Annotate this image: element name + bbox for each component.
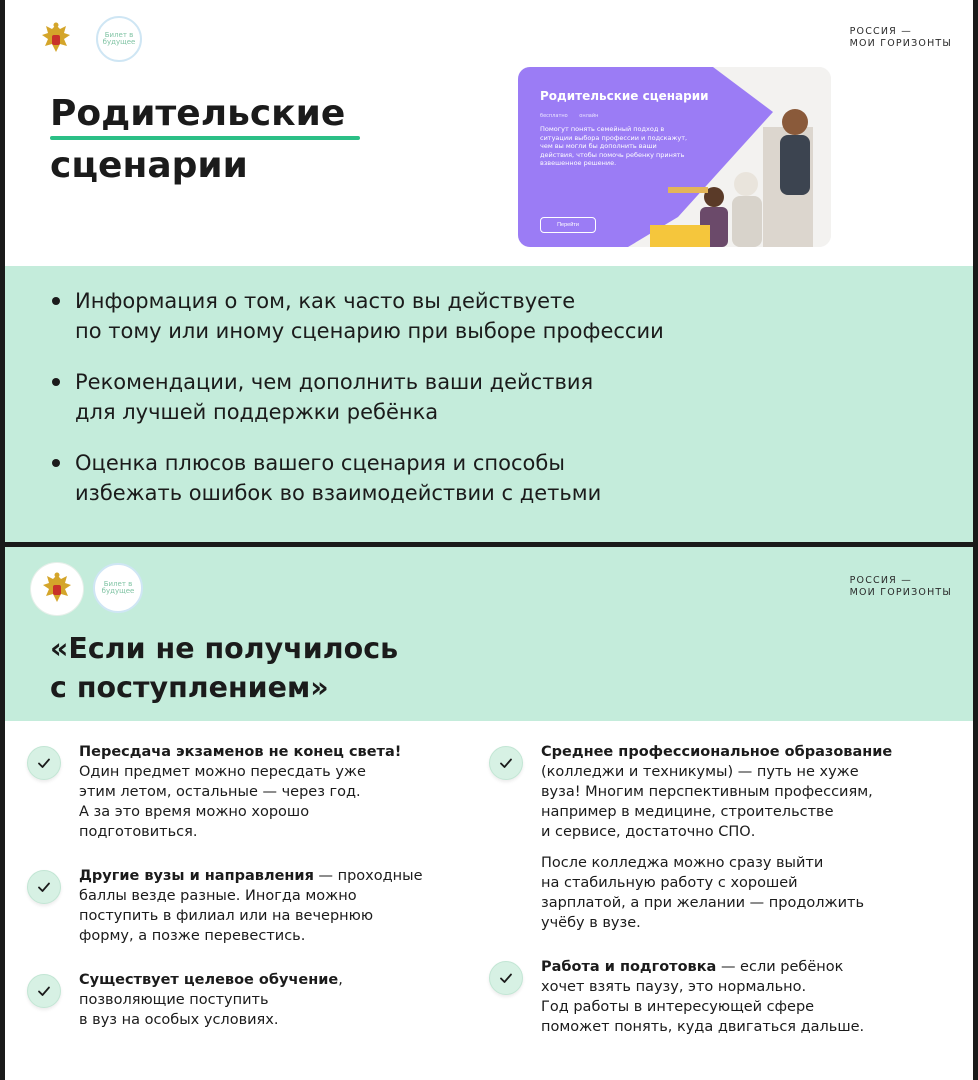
check-icon — [489, 746, 523, 780]
item-text — [79, 742, 467, 842]
item-heading: Другие вузы и направления — [79, 868, 314, 884]
ticket-to-future-logo — [93, 563, 143, 613]
slide-parent-scenarios — [5, 0, 973, 542]
item-text — [541, 853, 959, 933]
benefits-list — [50, 286, 950, 529]
bullet-dot-icon — [52, 297, 60, 305]
list-item-text: Оценка плюсов вашего сценария и способы избежать ошибок во взаимодействии с детьми — [75, 451, 602, 505]
ticket-logo-text: Билет в будущее — [102, 31, 136, 46]
tag-free: бесплатно — [540, 113, 568, 119]
item-body: — проходные баллы везде разные. Иногда можно поступить в филиал или на вечернюю форму, а позже перевестись. — [79, 868, 423, 944]
item-heading: Среднее профессиональное образование — [541, 744, 893, 760]
tag-online: онлайн — [579, 113, 599, 119]
right-column — [489, 742, 959, 1037]
list-item — [489, 742, 959, 842]
check-icon — [489, 961, 523, 995]
list-item — [50, 448, 950, 508]
item-body: — если ребёнок хочет взять паузу, это нормально. Год работы в интересующей сфере поможет понять, куда двигаться дальше. — [541, 959, 865, 1035]
check-icon — [27, 746, 61, 780]
brand-russia-horizons: РОССИЯ — МОИ ГОРИЗОНТЫ — [849, 26, 952, 49]
brand-russia-horizons: РОССИЯ — МОИ ГОРИЗОНТЫ — [849, 575, 952, 598]
list-item — [489, 853, 959, 933]
item-heading: Пересдача экзаменов не конец света! — [79, 744, 402, 760]
list-item — [27, 970, 467, 1030]
slide-if-admission-failed — [5, 547, 973, 1080]
item-text — [541, 957, 959, 1037]
item-body: После колледжа можно сразу выйти на стабильную работу с хорошей зарплатой, а при желании — продолжить учёбу в вузе. — [541, 855, 864, 931]
coat-of-arms-icon — [31, 563, 83, 615]
coat-of-arms-icon — [34, 17, 78, 61]
item-body: (колледжи и техникумы) — путь не хуже вуза! Многим перспективным профессиям, например в медицине, строительстве и сервисе, достаточно СПО. — [541, 764, 873, 840]
page-title — [50, 88, 345, 192]
promo-card-title: Родительские сценарии — [540, 89, 709, 103]
bullet-dot-icon — [52, 459, 60, 467]
section-title: «Если не получилось с поступлением» — [50, 632, 399, 704]
check-icon — [27, 870, 61, 904]
list-item — [489, 957, 959, 1037]
check-icon — [27, 974, 61, 1008]
promo-card[interactable] — [518, 67, 831, 247]
promo-card-tags — [540, 113, 608, 119]
list-item — [50, 286, 950, 346]
go-button[interactable]: Перейти — [540, 217, 596, 233]
item-body: , позволяющие поступить в вуз на особых условиях. — [79, 972, 343, 1028]
ticket-to-future-logo — [96, 16, 142, 62]
list-item-text: Информация о том, как часто вы действуете по тому или иному сценарию при выборе профессии — [75, 289, 664, 343]
item-text — [79, 970, 467, 1030]
item-heading: Существует целевое обучение — [79, 972, 339, 988]
list-item — [27, 742, 467, 842]
item-heading: Работа и подготовка — [541, 959, 717, 975]
ticket-logo-text: Билет в будущее — [101, 580, 135, 595]
page-title-text: Родительские сценарии — [50, 93, 346, 186]
item-text — [541, 742, 959, 842]
promo-card-description: Помогут понять семейный подход в ситуации выбора профессии и подскажут, чем вы могли бы дополнить ваши действия, чтобы помочь ребенку принять взвешенное решение. — [540, 125, 688, 167]
bullet-dot-icon — [52, 378, 60, 386]
title-underline — [50, 136, 360, 140]
left-column — [27, 742, 467, 1030]
item-body: Один предмет можно пересдать уже этим летом, остальные — через год. А за это время можно хорошо подготовиться. — [79, 764, 366, 840]
list-item — [50, 367, 950, 427]
list-item — [27, 866, 467, 946]
list-item-text: Рекомендации, чем дополнить ваши действия для лучшей поддержки ребёнка — [75, 370, 594, 424]
item-text — [79, 866, 467, 946]
